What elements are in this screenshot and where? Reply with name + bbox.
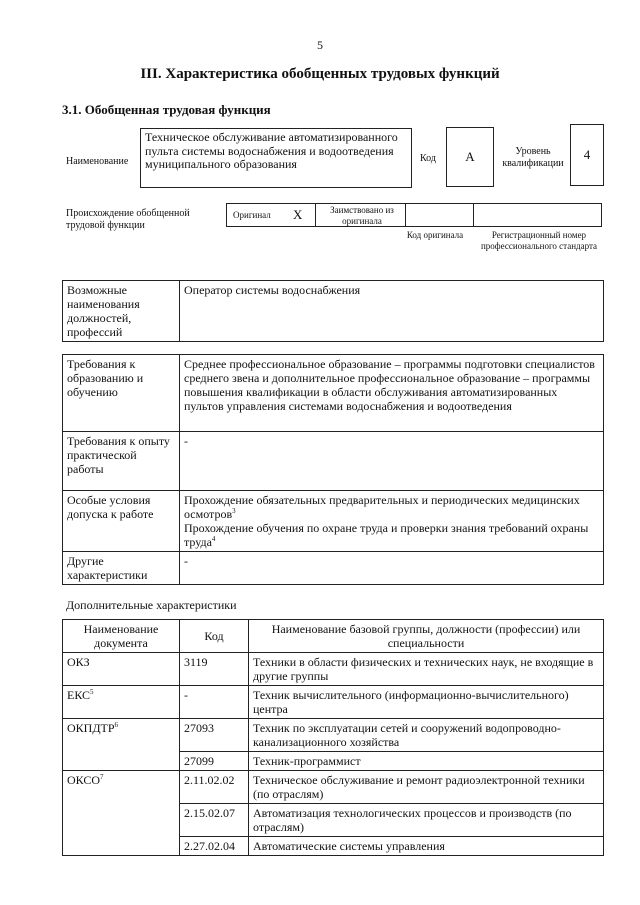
row-code: 27093 [180, 719, 249, 752]
divider [473, 204, 474, 226]
header-code: Код [180, 620, 249, 653]
header-document: Наименование документа [63, 620, 180, 653]
footnote-ref: 3 [232, 507, 236, 515]
row-code: 27099 [180, 752, 249, 771]
original-label: Оригинал [233, 210, 271, 220]
reg-number-label: Регистрационный номер профессионального стандарта [480, 230, 598, 251]
row-doc: ОКЗ [63, 653, 180, 686]
table-row [63, 281, 604, 342]
code-original-label: Код оригинала [406, 230, 464, 240]
row-name: Техник вычислительного (информационно-вычислительного) центра [249, 686, 604, 719]
header-name: Наименование базовой группы, должности (профессии) или специальности [249, 620, 604, 653]
row-code: 2.11.02.02 [180, 771, 249, 804]
table-row [63, 653, 604, 686]
additional-table [62, 619, 604, 856]
positions-label: Возможные наименования должностей, профессий [63, 281, 180, 342]
row-name: Техническое обслуживание и ремонт радиоэлектронной техники (по отраслям) [249, 771, 604, 804]
function-name-value: Техническое обслуживание автоматизированного пульта системы водоснабжения и водоотведения муниципального образования [145, 130, 398, 171]
row-doc: ОКПДТР$^6$ [63, 719, 180, 771]
table-row [63, 686, 604, 719]
section-title: III. Характеристика обобщенных трудовых функций [140, 66, 500, 82]
table-row [63, 355, 604, 432]
row-code: 2.15.02.07 [180, 804, 249, 837]
original-mark: X [293, 207, 303, 222]
row-name: Техник по эксплуатации сетей и сооружений водопроводно-канализационного хозяйства [249, 719, 604, 752]
footnote-ref: 4 [211, 535, 216, 543]
function-name-box [140, 128, 412, 188]
table-row [63, 552, 604, 585]
code-label: Код [420, 153, 436, 164]
additional-title: Дополнительные характеристики [66, 598, 237, 612]
level-label: Уровень квалификации [502, 146, 564, 169]
level-value-box [570, 124, 604, 186]
divider [315, 204, 316, 226]
positions-table [62, 280, 604, 342]
row-doc: ЕКС$^5$ [63, 686, 180, 719]
page-number: 5 [317, 38, 323, 52]
conditions-line-1: Прохождение обязательных предварительных и периодических медицинских осмотров [184, 493, 580, 521]
req-conditions-label: Особые условия допуска к работе [63, 491, 180, 552]
row-code: 3119 [180, 653, 249, 686]
row-code: - [180, 686, 249, 719]
row-name: Автоматизация технологических процессов и производств (по отраслям) [249, 804, 604, 837]
req-education-label: Требования к образованию и обучению [63, 355, 180, 432]
code-value-box [446, 127, 494, 187]
row-code: 2.27.02.04 [180, 837, 249, 856]
conditions-line-2: Прохождение обучения по охране труда и проверки знания требований охраны труда [184, 521, 589, 549]
row-doc: ОКСО$^7$ [63, 771, 180, 856]
origin-box [226, 203, 602, 227]
requirements-table [62, 354, 604, 585]
code-value: A [465, 149, 475, 164]
positions-value: Оператор системы водоснабжения [180, 281, 604, 342]
req-conditions-value [180, 491, 604, 552]
subsection-title: 3.1. Обобщенная трудовая функция [62, 102, 271, 117]
row-name: Техник-программист [249, 752, 604, 771]
origin-label: Происхождение обобщенной трудовой функции [66, 208, 190, 231]
level-value: 4 [583, 147, 591, 162]
table-row [63, 771, 604, 804]
req-experience-label: Требования к опыту практической работы [63, 432, 180, 491]
table-header-row [63, 620, 604, 653]
row-name: Автоматические системы управления [249, 837, 604, 856]
name-label: Наименование [66, 156, 129, 167]
row-name: Техники в области физических и технических наук, не входящие в другие группы [249, 653, 604, 686]
borrowed-label: Заимствовано из оригинала [330, 205, 394, 226]
req-other-value: - [180, 552, 604, 585]
table-row [63, 491, 604, 552]
req-experience-value: - [180, 432, 604, 491]
req-other-label: Другие характеристики [63, 552, 180, 585]
table-row [63, 719, 604, 752]
divider [405, 204, 406, 226]
table-row [63, 432, 604, 491]
req-education-value: Среднее профессиональное образование – программы подготовки специалистов среднего звена и дополнительное профессиональное образование – программы повышения квалификации в области обслуживания автоматизированных пультов управления системами водоснабжения и водоотведения [180, 355, 604, 432]
